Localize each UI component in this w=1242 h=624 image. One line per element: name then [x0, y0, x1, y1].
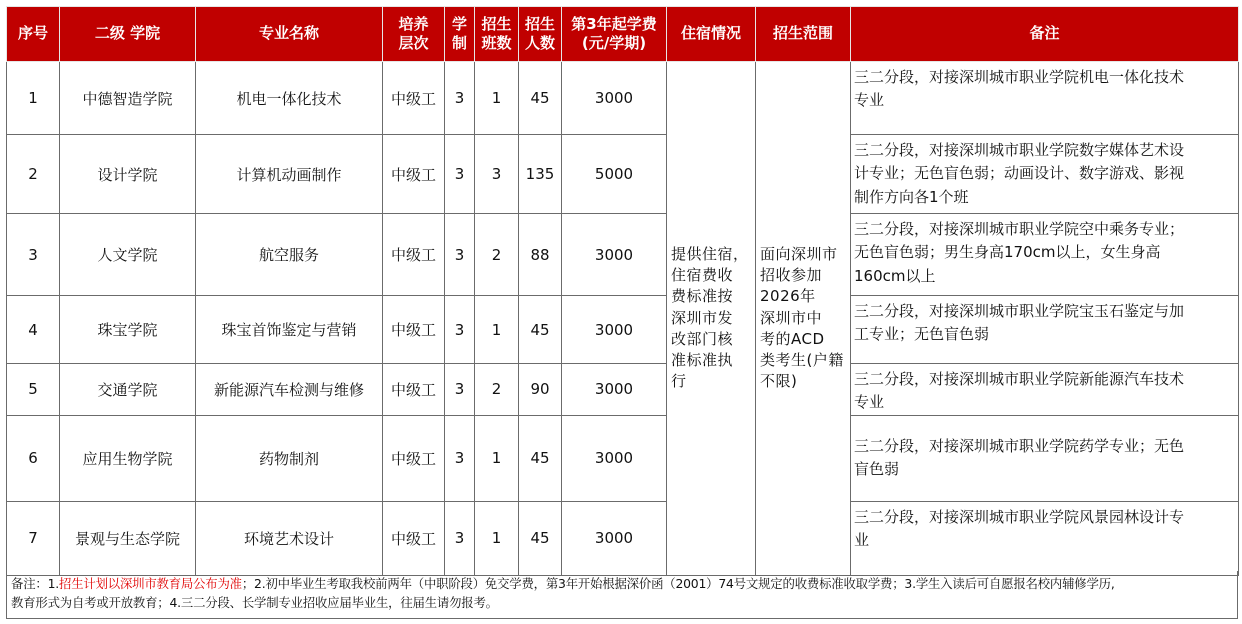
- major-cell: 珠宝首饰鉴定与营销: [196, 296, 383, 364]
- student-count-cell: 88: [519, 214, 562, 296]
- footnote: [6, 571, 1238, 619]
- fee-cell: 3000: [562, 415, 667, 501]
- fee-cell: 3000: [562, 62, 667, 135]
- accommodation-line: 费标准按: [671, 287, 734, 306]
- scope-line: 考的ACD: [760, 329, 825, 348]
- level-cell: 中级工: [383, 214, 445, 296]
- note-line: 业: [854, 530, 870, 549]
- column-header-label: 住宿情况: [680, 24, 741, 43]
- student-count-cell: 45: [519, 296, 562, 364]
- level-cell: 中级工: [383, 364, 445, 416]
- column-header-label: 班数: [481, 34, 512, 52]
- accommodation-line: 提供住宿，: [671, 244, 749, 263]
- note-cell: [851, 135, 1239, 214]
- major-cell: 航空服务: [196, 214, 383, 296]
- fee-cell: 3000: [562, 501, 667, 575]
- column-header-label: 招生范围: [772, 24, 833, 43]
- enrollment-table: [6, 6, 1239, 576]
- column-header: [445, 7, 475, 62]
- class-count-cell: 1: [475, 62, 519, 135]
- column-header-label: 制: [451, 34, 467, 52]
- column-header: [562, 7, 667, 62]
- note-line: 三二分段，对接深圳城市职业学院空中乘务专业；: [854, 220, 1185, 238]
- accommodation-line: 住宿费收: [671, 266, 734, 284]
- accommodation-line: 深圳市发: [671, 308, 734, 327]
- fee-cell: 3000: [562, 296, 667, 364]
- student-count-cell: 45: [519, 415, 562, 501]
- college-cell: 设计学院: [60, 135, 196, 214]
- note-line: 三二分段，对接深圳城市职业学院新能源汽车技术: [854, 370, 1185, 388]
- class-count-cell: 1: [475, 501, 519, 575]
- column-header: [851, 7, 1239, 62]
- column-header: [196, 7, 383, 62]
- column-header-label: 招生: [524, 14, 555, 33]
- student-count-cell: 45: [519, 501, 562, 575]
- note-line: 制作方向各1个班: [854, 187, 969, 206]
- note-line: 三二分段，对接深圳城市职业学院宝玉石鉴定与加: [854, 302, 1185, 320]
- college-cell: 交通学院: [60, 364, 196, 416]
- major-cell: 新能源汽车检测与维修: [196, 364, 383, 416]
- scope-line: 招收参加: [760, 266, 823, 284]
- duration-cell: 3: [445, 364, 475, 416]
- note-line: 盲色弱: [854, 460, 900, 478]
- level-cell: 中级工: [383, 415, 445, 501]
- accommodation-cell: [667, 62, 756, 576]
- note-line: 专业: [854, 91, 885, 110]
- table-header-row: [7, 7, 1239, 62]
- column-header: [756, 7, 851, 62]
- scope-line: 2026年: [760, 287, 816, 306]
- note-cell: [851, 62, 1239, 135]
- table-row: [7, 501, 1239, 575]
- table-row: [7, 364, 1239, 416]
- level-cell: 中级工: [383, 135, 445, 214]
- duration-cell: 3: [445, 214, 475, 296]
- duration-cell: 3: [445, 62, 475, 135]
- note-cell: [851, 364, 1239, 416]
- footnote-highlight: 招生计划以深圳市教育局公布为准: [59, 576, 242, 591]
- level-cell: 中级工: [383, 501, 445, 575]
- college-cell: 珠宝学院: [60, 296, 196, 364]
- table-row: [7, 62, 1239, 135]
- major-cell: 计算机动画制作: [196, 135, 383, 214]
- fee-cell: 5000: [562, 135, 667, 214]
- accommodation-line: 行: [671, 372, 687, 391]
- fee-cell: 3000: [562, 364, 667, 416]
- row-number: 4: [7, 296, 60, 364]
- fee-cell: 3000: [562, 214, 667, 296]
- table-row: [7, 214, 1239, 296]
- column-header-label: 专业名称: [258, 24, 319, 43]
- note-line: 专业: [854, 393, 885, 412]
- class-count-cell: 1: [475, 415, 519, 501]
- note-line: 无色盲色弱；男生身高170cm以上，女生身高: [854, 243, 1161, 262]
- college-cell: 景观与生态学院: [60, 501, 196, 575]
- table-body: [7, 62, 1239, 576]
- column-header-label: 二级 学院: [94, 24, 161, 43]
- class-count-cell: 1: [475, 296, 519, 364]
- college-cell: 应用生物学院: [60, 415, 196, 501]
- table-row: [7, 135, 1239, 214]
- note-cell: [851, 501, 1239, 575]
- footnote-prefix: 备注：1.: [11, 576, 59, 591]
- scope-line: 深圳市中: [760, 308, 823, 327]
- note-cell: [851, 415, 1239, 501]
- note-line: 三二分段，对接深圳城市职业学院机电一体化技术: [854, 68, 1185, 86]
- duration-cell: 3: [445, 501, 475, 575]
- class-count-cell: 2: [475, 214, 519, 296]
- note-line: 三二分段，对接深圳城市职业学院药学专业；无色: [854, 436, 1185, 455]
- row-number: 7: [7, 501, 60, 575]
- column-header-label: 人数: [524, 34, 555, 52]
- row-number: 5: [7, 364, 60, 416]
- column-header: [383, 7, 445, 62]
- footnote-line-2: 教育形式为自考或开放教育；4.三二分段、长学制专业招收应届毕业生，往届生请勿报考。: [11, 595, 498, 610]
- accommodation-line: 准标准执: [671, 351, 734, 370]
- column-header-label: 培养: [398, 14, 429, 33]
- column-header-label: 招生: [481, 14, 512, 33]
- major-cell: 环境艺术设计: [196, 501, 383, 575]
- student-count-cell: 135: [519, 135, 562, 214]
- note-line: 计专业；无色盲色弱；动画设计、数字游戏、影视: [854, 164, 1185, 183]
- note-line: 工专业；无色盲色弱: [854, 325, 990, 344]
- level-cell: 中级工: [383, 62, 445, 135]
- major-cell: 药物制剂: [196, 415, 383, 501]
- note-line: 160cm以上: [854, 266, 936, 285]
- column-header-label: 第3年起学费: [571, 14, 657, 33]
- column-header-label: 备注: [1029, 24, 1060, 43]
- column-header-label: 学: [451, 14, 467, 33]
- column-header-label: 层次: [398, 34, 429, 52]
- scope-line: 类考生(户籍: [760, 351, 844, 370]
- column-header: [60, 7, 196, 62]
- duration-cell: 3: [445, 296, 475, 364]
- level-cell: 中级工: [383, 296, 445, 364]
- table-row: [7, 415, 1239, 501]
- accommodation-line: 改部门核: [671, 329, 734, 348]
- table-row: [7, 296, 1239, 364]
- class-count-cell: 3: [475, 135, 519, 214]
- row-number: 1: [7, 62, 60, 135]
- note-cell: [851, 296, 1239, 364]
- duration-cell: 3: [445, 135, 475, 214]
- footnote-line-1: [11, 574, 1233, 593]
- column-header: [475, 7, 519, 62]
- scope-line: 面向深圳市: [760, 244, 838, 263]
- duration-cell: 3: [445, 415, 475, 501]
- note-cell: [851, 214, 1239, 296]
- college-cell: 中德智造学院: [60, 62, 196, 135]
- note-line: 三二分段，对接深圳城市职业学院数字媒体艺术设: [854, 141, 1185, 159]
- class-count-cell: 2: [475, 364, 519, 416]
- note-line: 三二分段，对接深圳城市职业学院风景园林设计专: [854, 507, 1185, 526]
- row-number: 3: [7, 214, 60, 296]
- column-header-label: 序号: [17, 24, 48, 43]
- student-count-cell: 90: [519, 364, 562, 416]
- column-header-label: (元/学期): [581, 34, 647, 52]
- column-header: [667, 7, 756, 62]
- row-number: 6: [7, 415, 60, 501]
- row-number: 2: [7, 135, 60, 214]
- scope-line: 不限): [760, 372, 798, 391]
- footnote-line-1-rest: ；2.初中毕业生考取我校前两年（中职阶段）免交学费，第3年开始根据深价函（2001）74号文规定的收费标准收取学费；3.学生入读后可自愿报名校内辅修学历,: [241, 576, 1115, 591]
- major-cell: 机电一体化技术: [196, 62, 383, 135]
- column-header: [7, 7, 60, 62]
- college-cell: 人文学院: [60, 214, 196, 296]
- column-header: [519, 7, 562, 62]
- student-count-cell: 45: [519, 62, 562, 135]
- scope-cell: [756, 62, 851, 576]
